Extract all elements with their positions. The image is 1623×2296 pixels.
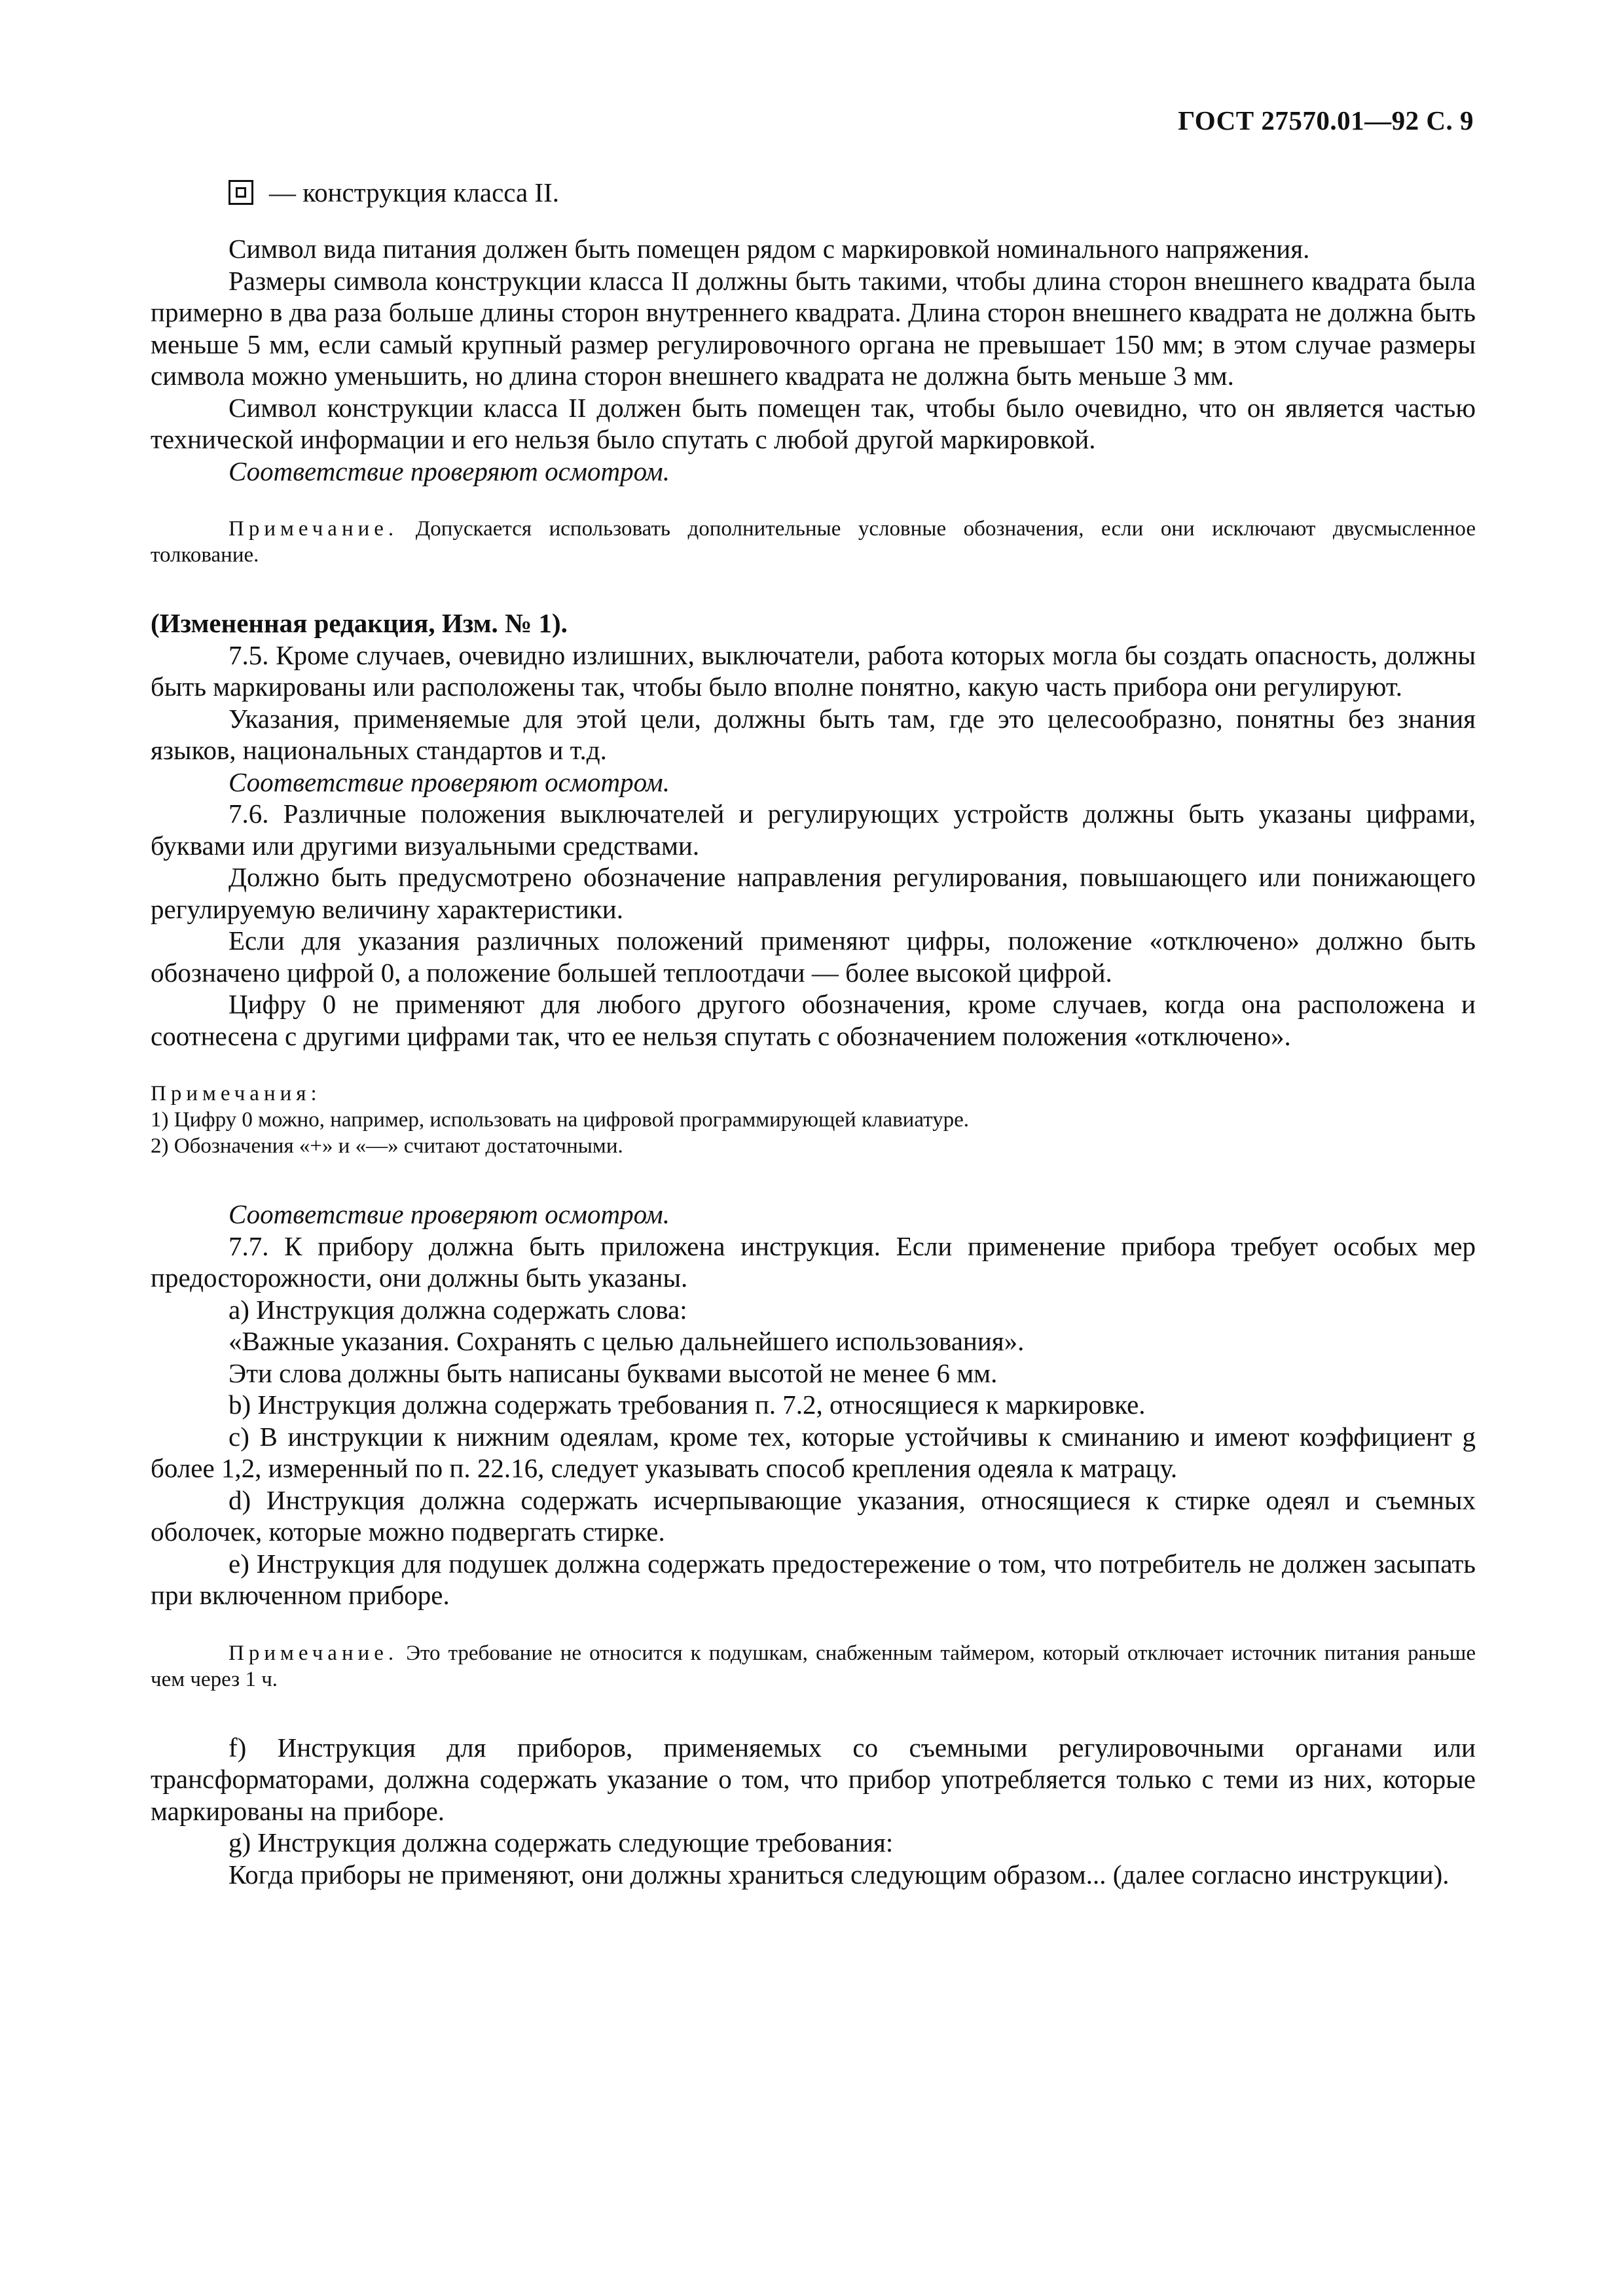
item-c: c) В инструкции к нижним одеялам, кроме тех, которые устойчивы к сминанию и имеют коэффициент g более 1,2, измеренный по п. 22.16, следует указывать способ крепления одеяла к матрацу. xyxy=(151,1421,1476,1483)
note-item: 1) Цифру 0 можно, например, использовать на цифровой программирующей клавиатуре. xyxy=(151,1108,970,1132)
clause-7-6: 7.6. Различные положения выключателей и регулирующих устройств должны быть указаны цифрами, буквами или другими визуальными средствами. xyxy=(151,798,1476,861)
compliance-check: Соответствие проверяют осмотром. xyxy=(228,456,670,486)
paragraph: Цифру 0 не применяют для любого другого обозначения, кроме случаев, когда она расположена и соотнесена с другими цифрами так, что ее нельзя спутать с обозначением положения «отключено». xyxy=(151,989,1476,1051)
item-d: d) Инструкция должна содержать исчерпывающие указания, относящиеся к стирке одеял и съемных оболочек, которые можно подвергать стирке. xyxy=(151,1484,1476,1547)
item-b: b) Инструкция должна содержать требования п. 7.2, относящиеся к маркировке. xyxy=(228,1390,1146,1420)
class-ii-symbol-caption: — конструкция класса II. xyxy=(269,177,559,207)
compliance-check: Соответствие проверяют осмотром. xyxy=(228,766,670,797)
amendment-label: (Измененная редакция, Изм. № 1). xyxy=(151,608,568,638)
document-body xyxy=(151,177,1476,1890)
paragraph: Указания, применяемые для этой цели, должны быть там, где это целесообразно, понятны без знания языков, национальных стандартов и т.д. xyxy=(151,703,1476,765)
item-f: f) Инструкция для приборов, применяемых со съемными регулировочными органами или трансформаторами, должна содержать указание о том, что прибор употребляется только с теми из них, которые маркированы на приборе. xyxy=(151,1732,1476,1826)
paragraph: Эти слова должны быть написаны буквами высотой не менее 6 мм. xyxy=(228,1357,998,1388)
paragraph: Если для указания различных положений применяют цифры, положение «отключено» должно быть обозначено цифрой 0, а положение большей теплоотдачи — более высокой цифрой. xyxy=(151,925,1476,988)
clause-7-5: 7.5. Кроме случаев, очевидно излишних, выключатели, работа которых могла бы создать опасность, должны быть маркированы или расположены так, чтобы было вполне понятно, какую часть прибора они регулируют. xyxy=(151,639,1476,702)
paragraph: Символ конструкции класса II должен быть помещен так, чтобы было очевидно, что он является частью технической информации и его нельзя было спутать с любой другой маркировкой. xyxy=(151,392,1476,454)
note-label: Примечание. xyxy=(228,517,399,541)
paragraph: Должно быть предусмотрено обозначение направления регулирования, повышающего или понижающего регулируемую величину характеристики. xyxy=(151,862,1476,924)
note-item: 2) Обозначения «+» и «—» считают достаточными. xyxy=(151,1134,623,1158)
quoted-words: «Важные указания. Сохранять с целью дальнейшего использования». xyxy=(228,1326,1025,1356)
item-a: а) Инструкция должна содержать слова: xyxy=(228,1294,687,1325)
notes-label: Примечания: xyxy=(151,1082,321,1105)
class-ii-symbol-row xyxy=(228,177,1476,208)
compliance-check: Соответствие проверяют осмотром. xyxy=(228,1199,670,1229)
paragraph: Символ вида питания должен быть помещен рядом с маркировкой номинального напряжения. xyxy=(228,234,1310,264)
item-e: e) Инструкция для подушек должна содержать предостережение о том, что потребитель не должен засыпать при включенном приборе. xyxy=(151,1548,1476,1610)
paragraph: Размеры символа конструкции класса II должны быть такими, чтобы длина сторон внешнего квадрата была примерно в два раза больше длины сторон внутреннего квадрата. Длина сторон внешнего квадрата не должна быть меньше 5 мм, если самый крупный размер регулировочного органа не превышает 150 мм; в этом случае размеры символа можно уменьшить, но длина сторон внешнего квадрата не должна быть меньше 3 мм. xyxy=(151,265,1476,391)
class-ii-double-square-icon xyxy=(228,180,253,205)
note xyxy=(151,1640,1476,1693)
note xyxy=(151,516,1476,568)
note-text: Это требование не относится к подушкам, снабженным таймером, который отключает источник питания раньше чем через 1 ч. xyxy=(151,1641,1476,1691)
note-text: Допускается использовать дополнительные условные обозначения, если они исключают двусмысленное толкование. xyxy=(151,517,1476,567)
note-label: Примечание. xyxy=(228,1641,399,1665)
clause-7-7: 7.7. К прибору должна быть приложена инструкция. Если применение прибора требует особых мер предосторожности, они должны быть указаны. xyxy=(151,1230,1476,1293)
item-g: g) Инструкция должна содержать следующие требования: xyxy=(228,1827,894,1857)
page-header: ГОСТ 27570.01—92 С. 9 xyxy=(1178,105,1474,135)
paragraph: Когда приборы не применяют, они должны храниться следующим образом... (далее согласно инструкции). xyxy=(228,1859,1450,1890)
